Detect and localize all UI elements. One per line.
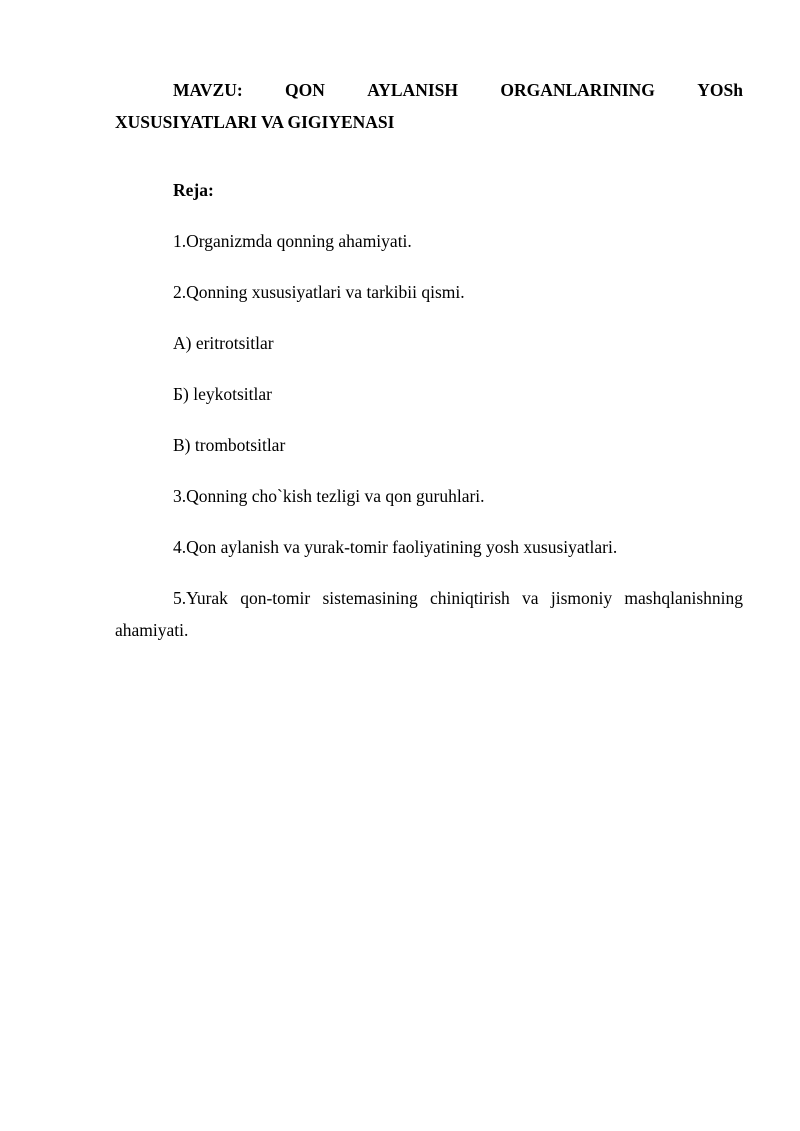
plan-item: 5.Yurak qon-tomir sistemasining chiniqtirish va jismoniy mashqlanishning ahamiyati. bbox=[115, 588, 743, 640]
plan-item: A) eritrotsitlar bbox=[173, 333, 274, 353]
plan-item: 1.Organizmda qonning ahamiyati. bbox=[173, 231, 412, 251]
plan-item: 4.Qon aylanish va yurak-tomir faoliyatining yosh xususiyatlari. bbox=[173, 537, 618, 557]
title-word: YOSh bbox=[697, 80, 743, 100]
title-line-1 bbox=[115, 74, 743, 106]
title-word: QON bbox=[285, 80, 325, 100]
document-title bbox=[115, 74, 743, 138]
title-line-2: XUSUSIYATLARI VA GIGIYENASI bbox=[115, 112, 395, 132]
plan-heading: Reja: bbox=[173, 180, 214, 200]
plan-item: 3.Qonning cho`kish tezligi va qon guruhlari. bbox=[173, 486, 485, 506]
title-word: AYLANISH bbox=[367, 80, 458, 100]
plan-item: Б) leykotsitlar bbox=[173, 384, 272, 404]
plan-list bbox=[115, 225, 743, 646]
plan-item: B) trombotsitlar bbox=[173, 435, 286, 455]
title-word: ORGANLARINING bbox=[500, 80, 655, 100]
title-word: MAVZU: bbox=[173, 80, 243, 100]
document-content bbox=[115, 74, 743, 646]
plan-item: 2.Qonning xususiyatlari va tarkibii qismi. bbox=[173, 282, 465, 302]
